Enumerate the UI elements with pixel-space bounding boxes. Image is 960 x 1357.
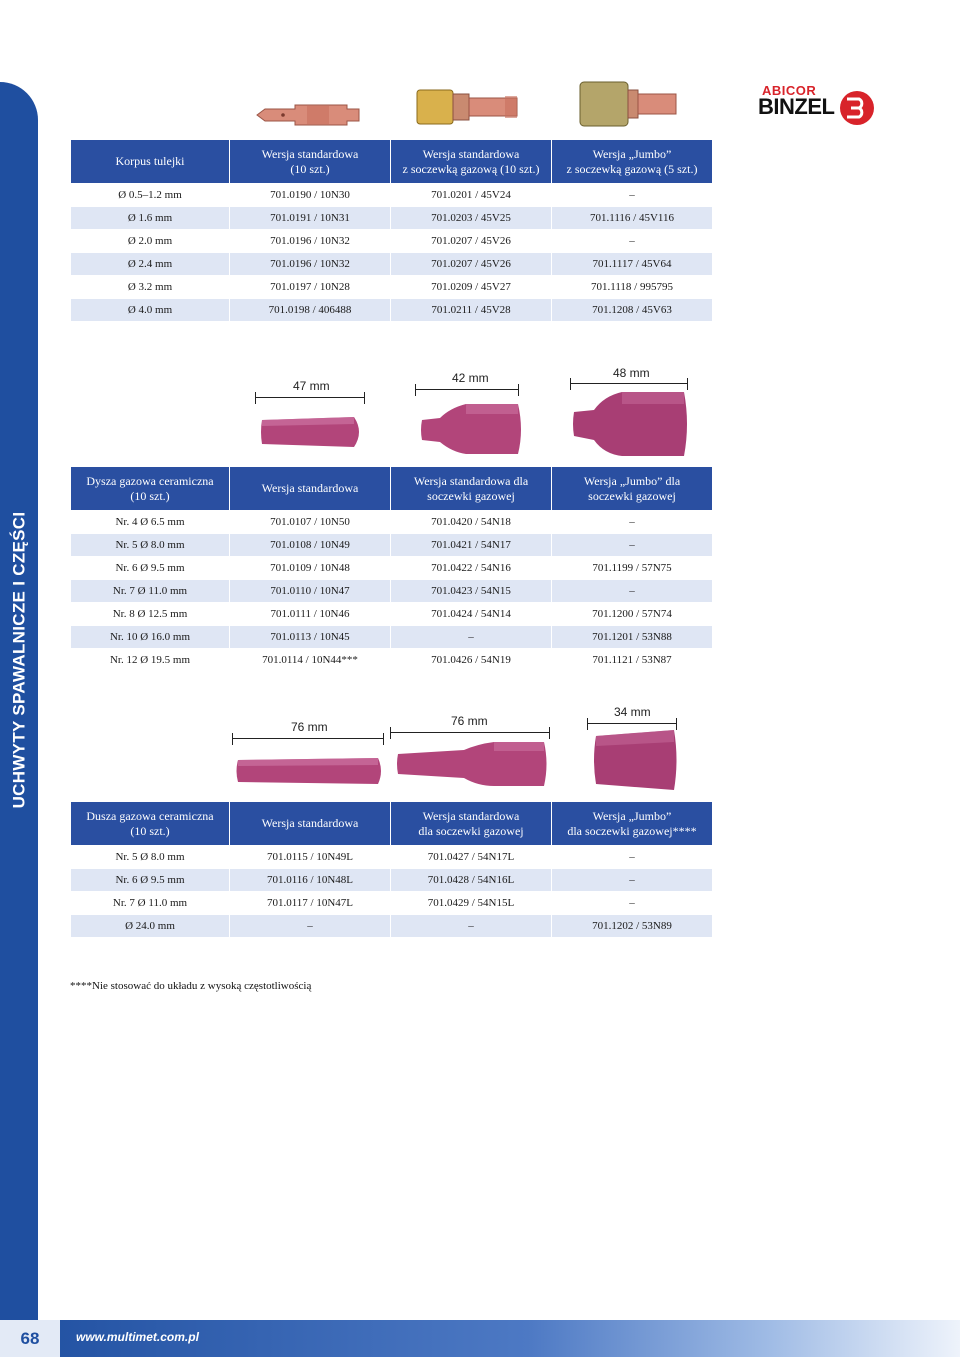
dimension-label: 47 mm	[293, 379, 330, 393]
collet-body-gas-lens-image	[413, 84, 525, 130]
website-link[interactable]: www.multimet.com.pl	[76, 1330, 199, 1344]
gas-nozzle-standard-image	[258, 410, 368, 454]
table1-header-2: Wersja standardowa (10 szt.)	[230, 140, 391, 184]
logo-abicor: ABICOR	[762, 83, 817, 98]
table2-header-4: Wersja „Jumbo” dla soczewki gazowej	[552, 467, 713, 511]
brand-logo	[758, 84, 878, 130]
dimension-line	[232, 733, 384, 745]
ceramic-nozzle-table	[70, 466, 713, 672]
table3-header-2: Wersja standardowa	[230, 802, 391, 846]
long-nozzle-standard-image	[234, 754, 384, 788]
gas-nozzle-jumbo-image	[570, 388, 692, 458]
table-row: Ø 24.0 mm – – 701.1202 / 53N89	[71, 915, 713, 938]
table-row: Nr. 7 Ø 11.0 mm 701.0117 / 10N47L 701.0429 / 54N15L –	[71, 892, 713, 915]
logo-binzel: BINZEL	[758, 94, 835, 119]
table2-header-2: Wersja standardowa	[230, 467, 391, 511]
dimension-label: 42 mm	[452, 371, 489, 385]
logo-mark-icon	[840, 88, 874, 128]
collet-body-standard-image	[255, 98, 365, 132]
table2-header-3: Wersja standardowa dla soczewki gazowej	[391, 467, 552, 511]
dimension-label: 76 mm	[451, 714, 488, 728]
dimension-line	[390, 727, 550, 739]
table3-header-1: Dusza gazowa ceramiczna (10 szt.)	[71, 802, 230, 846]
table-row: Ø 3.2 mm 701.0197 / 10N28 701.0209 / 45V27 701.1118 / 995795	[71, 276, 713, 299]
short-nozzle-jumbo-image	[590, 728, 680, 792]
dimension-label: 34 mm	[614, 705, 651, 719]
table-row: Nr. 5 Ø 8.0 mm 701.0108 / 10N49 701.0421 / 54N17 –	[71, 534, 713, 557]
table-row: Nr. 8 Ø 12.5 mm 701.0111 / 10N46 701.0424 / 54N14 701.1200 / 57N74	[71, 603, 713, 626]
table3-header-4: Wersja „Jumbo” dla soczewki gazowej****	[552, 802, 713, 846]
dimension-line	[255, 392, 365, 404]
table-row: Ø 1.6 mm 701.0191 / 10N31 701.0203 / 45V25 701.1116 / 45V116	[71, 207, 713, 230]
table2-header-1: Dysza gazowa ceramiczna (10 szt.)	[71, 467, 230, 511]
gas-nozzle-gas-lens-image	[418, 400, 524, 458]
table-row: Nr. 6 Ø 9.5 mm 701.0116 / 10N48L 701.0428 / 54N16L –	[71, 869, 713, 892]
table-row: Nr. 4 Ø 6.5 mm 701.0107 / 10N50 701.0420 / 54N18 –	[71, 511, 713, 534]
section-title: UCHWYTY SPAWALNICZE I CZĘŚCI	[9, 511, 29, 809]
table1-header-1: Korpus tulejki	[71, 140, 230, 184]
table-row: Ø 2.4 mm 701.0196 / 10N32 701.0207 / 45V26 701.1117 / 45V64	[71, 253, 713, 276]
footnote: ****Nie stosować do układu z wysoką częstotliwością	[70, 980, 312, 992]
dimension-line	[415, 384, 519, 396]
long-nozzle-gas-lens-image	[394, 740, 550, 788]
table-row: Nr. 10 Ø 16.0 mm 701.0113 / 10N45 – 701.1201 / 53N88	[71, 626, 713, 649]
table-row: Nr. 7 Ø 11.0 mm 701.0110 / 10N47 701.0423 / 54N15 –	[71, 580, 713, 603]
table-row: Ø 2.0 mm 701.0196 / 10N32 701.0207 / 45V26 –	[71, 230, 713, 253]
table1-header-4: Wersja „Jumbo” z soczewką gazową (5 szt.)	[552, 140, 713, 184]
long-nozzle-table	[70, 801, 713, 938]
table3-header-3: Wersja standardowa dla soczewki gazowej	[391, 802, 552, 846]
dimension-label: 48 mm	[613, 366, 650, 380]
table-row: Ø 0.5–1.2 mm 701.0190 / 10N30 701.0201 / 45V24 –	[71, 184, 713, 207]
collet-body-jumbo-image	[578, 78, 682, 130]
table-row: Ø 4.0 mm 701.0198 / 406488 701.0211 / 45V28 701.1208 / 45V63	[71, 299, 713, 322]
collet-body-table	[70, 139, 713, 322]
table-row: Nr. 12 Ø 19.5 mm 701.0114 / 10N44*** 701.0426 / 54N19 701.1121 / 53N87	[71, 649, 713, 672]
table-row: Nr. 5 Ø 8.0 mm 701.0115 / 10N49L 701.0427 / 54N17L –	[71, 846, 713, 869]
table1-header-3: Wersja standardowa z soczewką gazową (10 szt.)	[391, 140, 552, 184]
table-row: Nr. 6 Ø 9.5 mm 701.0109 / 10N48 701.0422 / 54N16 701.1199 / 57N75	[71, 557, 713, 580]
page-number: 68	[20, 1329, 40, 1348]
dimension-label: 76 mm	[291, 720, 328, 734]
